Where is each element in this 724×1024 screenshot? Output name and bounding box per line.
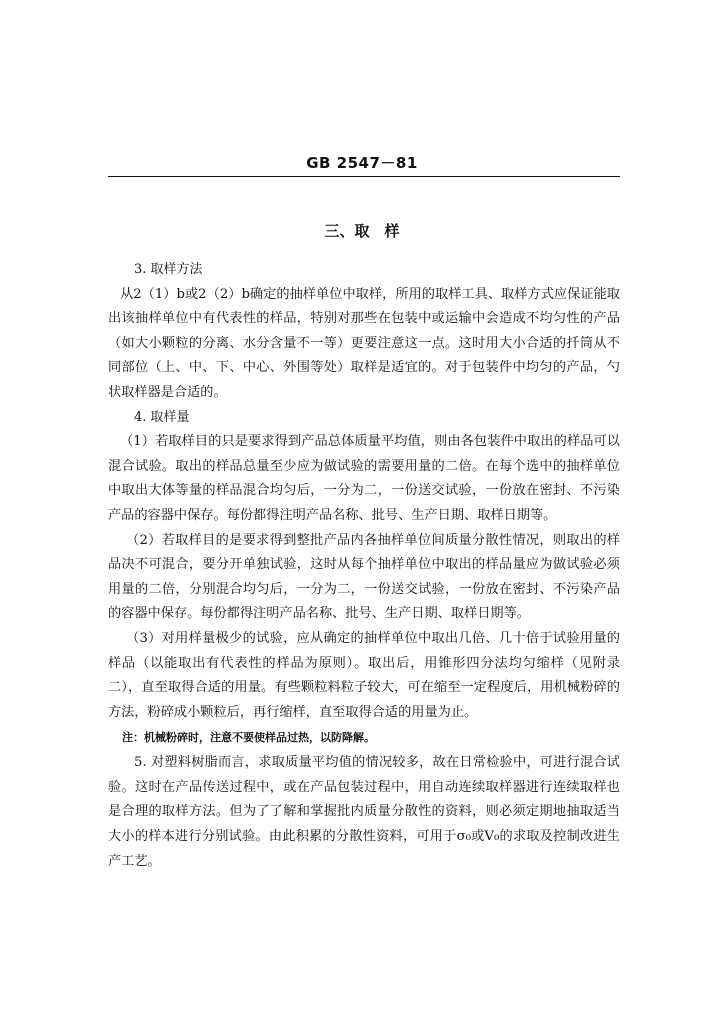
note: 注：机械粉碎时，注意不要使样品过热，以防降解。	[122, 731, 375, 745]
clause-4-1-paragraph: （1）若取样目的只是要求得到产品总体质量平均值，则由各包装件中取出的样品可以混合试验。取出的样品总量至少应为做试验的需要用量的二倍。在每个选中的抽样单位中取出大体等量的样品混合均匀后，一分为二，一份送交试验，一份放在密封、不污染产品的容器中保存。每份都得注明产品名称、批号、生产日期、取样日期等。	[108, 434, 620, 523]
clause-4-heading: 4. 取样量	[134, 409, 190, 425]
clause-5-paragraph: 5. 对塑料树脂而言，求取质量平均值的情况较多，故在日常检验中，可进行混合试验。这时在产品传送过程中，或在产品包装过程中，用自动连续取样器进行连续取样也是合理的取样方法。但为了了解和掌握批内质量分散性的资料，则必须定期地抽取适当大小的样本进行分别试验。由此积累的分散性资料，可用于σ₀或V₀的求取及控制改进生产工艺。	[108, 755, 620, 869]
clause-3-heading: 3. 取样方法	[134, 262, 203, 277]
header-rule	[108, 176, 620, 177]
document-body	[108, 258, 620, 874]
section-title: 三、取 样	[324, 222, 400, 240]
clause-4-2-paragraph: （2）若取样目的是要求得到整批产品内各抽样单位间质量分散性情况，则取出的样品决不可混合，要分开单独试验，这时从每个抽样单位中取出的样品量应为做试验必须用量的二倍，分别混合均匀后，一分为二，一份送交试验，一份放在密封、不污染产品的容器中保存。每份都得注明产品名称、批号、生产日期、取样日期等。	[108, 532, 620, 622]
clause-3-paragraph: 从2（1）b或2（2）b确定的抽样单位中取样，所用的取样工具、取样方式应保证能取出该抽样单位中有代表性的样品，特别对那些在包装中或运输中会造成不均匀性的产品（如大小颗粒的分离、水分含量不一等）更要注意这一点。这时用大小合适的扦筒从不同部位（上、中、下、中心、外围等处）取样是适宜的。对于包装件中均匀的产品，勺状取样器是合适的。	[108, 286, 620, 400]
clause-4-3-paragraph: （3）对用样量极少的试验，应从确定的抽样单位中取出几倍、几十倍于试验用量的样品（以能取出有代表性的样品为原则）。取出后，用锥形四分法均匀缩样（见附录二），直至取得合适的用量。有些颗粒料粒子较大，可在缩至一定程度后，用机械粉碎的方法，粉碎成小颗粒后，再行缩样，直至取得合适的用量为止。	[108, 630, 620, 720]
standard-code-header: GB 2547－81	[306, 154, 418, 172]
